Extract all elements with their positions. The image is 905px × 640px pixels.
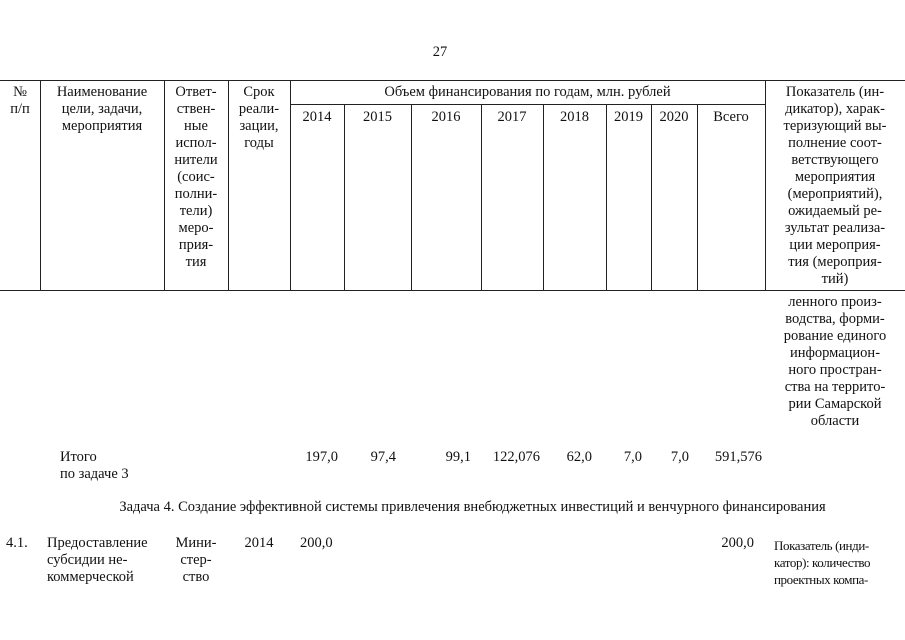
header-year-2019: 2019 (614, 109, 643, 125)
total-row-label: Итого по задаче 3 (60, 449, 129, 482)
header-year-2014: 2014 (302, 109, 332, 125)
header-term: Срок реали- зации, годы (238, 84, 280, 151)
header-year-2016: 2016 (431, 109, 461, 125)
row-4-1-indicator: Показатель (инди- катор): количество проектных компа- (774, 538, 871, 587)
total-2017: 122,076 (492, 449, 540, 465)
total-2020: 7,0 (670, 449, 689, 465)
header-name: Наименование цели, задачи, мероприятия (56, 84, 148, 134)
total-2019: 7,0 (623, 449, 642, 465)
row-4-1-responsible: Мини- стер- ство (175, 535, 217, 585)
indicator-continuation: ленного произ- водства, форми- рование единого информацион- ного простран- ства на террито- рии Самарской области (783, 294, 887, 429)
task4-heading: Задача 4. Создание эффективной системы привлечения внебюджетных инвестиций и венчурного финансирования (119, 499, 826, 515)
total-all: 591,576 (714, 449, 762, 465)
header-indicator: Показатель (ин- дикатор), харак- теризующий вы- полнение соот- ветствующего мероприятия (мероприятий), ожидаемый ре- зультат реализа- ции мероприя- тия (мероприя- тий) (783, 84, 887, 287)
header-year-2015: 2015 (363, 109, 392, 125)
row-4-1-total: 200,0 (721, 535, 754, 551)
header-num: № п/п (10, 84, 30, 117)
total-2014: 197,0 (305, 449, 338, 465)
header-year-2020: 2020 (659, 109, 689, 125)
total-2015: 97,4 (370, 449, 396, 465)
header-funding: Объем финансирования по годам, млн. рублей (384, 84, 671, 100)
row-4-1-2014: 200,0 (300, 535, 333, 551)
header-responsible: Ответ- ствен- ные испол- нители (соис- полни- тели) меро- прия- тия (174, 84, 218, 270)
row-4-1-term: 2014 (244, 535, 274, 551)
total-2018: 62,0 (566, 449, 592, 465)
header-year-2017: 2017 (497, 109, 527, 125)
header-year-2018: 2018 (560, 109, 589, 125)
page-number: 27 (432, 44, 448, 60)
row-4-1-name: Предоставление субсидии не- коммерческой (47, 535, 148, 585)
total-2016: 99,1 (445, 449, 471, 465)
header-total: Всего (713, 109, 749, 125)
row-4-1-num: 4.1. (6, 535, 28, 551)
